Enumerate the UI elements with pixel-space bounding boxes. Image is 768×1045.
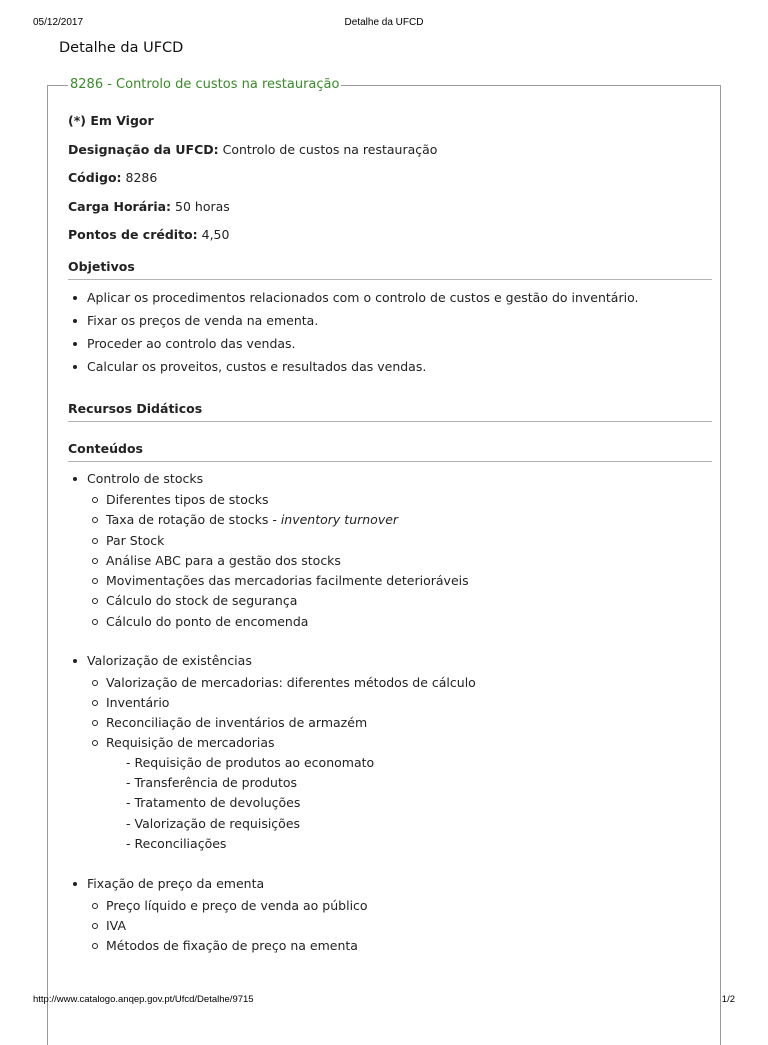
pontos-label: Pontos de crédito: — [68, 227, 198, 242]
list-item: Métodos de fixação de preço na ementa — [68, 937, 712, 957]
list-item: Valorização de mercadorias: diferentes métodos de cálculo — [68, 674, 712, 694]
list-item: Inventário — [68, 694, 712, 714]
list-item: - Reconciliações — [126, 835, 227, 851]
conteudos-group-preco — [68, 875, 712, 896]
recursos-title: Recursos Didáticos — [68, 400, 712, 422]
print-doc-title: Detalhe da UFCD — [344, 17, 424, 28]
conteudos-title: Conteúdos — [68, 440, 712, 462]
codigo-value: 8286 — [125, 170, 158, 185]
list-item: - Valorização de requisições — [126, 815, 301, 831]
print-url: http://www.catalogo.anqep.gov.pt/Ufcd/Detalhe/9715 — [33, 994, 254, 1005]
designacao-label: Designação da UFCD: — [68, 142, 219, 157]
list-item: Reconciliação de inventários de armazém — [68, 714, 712, 734]
list-item: - Requisição de produtos ao economato — [126, 755, 375, 770]
list-item: IVA — [68, 917, 712, 937]
pontos-value: 4,50 — [201, 227, 230, 242]
list-item: Controlo de stocks — [68, 470, 712, 491]
status-label: (*) Em Vigor — [68, 113, 154, 128]
carga-value: 50 horas — [175, 199, 230, 214]
carga-field — [68, 198, 230, 215]
list-item: Par Stock — [68, 532, 712, 552]
designacao-value: Controlo de custos na restauração — [222, 142, 438, 157]
print-date: 05/12/2017 — [33, 17, 84, 28]
list-item: Valorização de existências — [68, 652, 712, 673]
list-item: Diferentes tipos de stocks — [68, 491, 712, 511]
list-item: - Transferência de produtos — [126, 775, 298, 791]
pontos-field — [68, 226, 229, 243]
list-item: Aplicar os procedimentos relacionados com o controlo de custos e gestão do inventário. — [68, 289, 712, 312]
conteudos-group-existencias — [68, 652, 712, 673]
list-item: Requisição de mercadorias — [68, 734, 712, 754]
codigo-label: Código: — [68, 170, 122, 185]
list-item: Taxa de rotação de stocks - inventory turnover — [68, 511, 712, 531]
requisicao-sublist — [68, 754, 712, 855]
print-footer — [33, 994, 735, 1008]
list-item: Proceder ao controlo das vendas. — [68, 335, 712, 358]
conteudos-sublist-existencias — [68, 674, 712, 754]
carga-label: Carga Horária: — [68, 199, 172, 214]
conteudos-sublist-preco — [68, 897, 712, 957]
list-item: Fixação de preço da ementa — [68, 875, 712, 896]
page-number: 1/2 — [721, 994, 735, 1005]
page-title: Detalhe da UFCD — [59, 40, 184, 56]
fieldset-legend: 8286 - Controlo de custos na restauração — [70, 77, 340, 92]
list-item: Análise ABC para a gestão dos stocks — [68, 552, 712, 572]
list-item: Movimentações das mercadorias facilmente deterioráveis — [68, 572, 712, 592]
conteudos-sublist-stocks — [68, 491, 712, 633]
list-item: Fixar os preços de venda na ementa. — [68, 312, 712, 335]
objetivos-list — [68, 289, 712, 381]
designacao-field — [68, 141, 437, 158]
list-item: Preço líquido e preço de venda ao público — [68, 897, 712, 917]
list-item: - Tratamento de devoluções — [126, 795, 301, 811]
list-item: Cálculo do stock de segurança — [68, 592, 712, 612]
objetivos-title: Objetivos — [68, 258, 712, 280]
list-item: Calcular os proveitos, custos e resultados das vendas. — [68, 358, 712, 381]
print-header — [33, 17, 735, 31]
codigo-field — [68, 169, 157, 186]
conteudos-group-stocks — [68, 470, 712, 491]
list-item: Cálculo do ponto de encomenda — [68, 613, 712, 633]
